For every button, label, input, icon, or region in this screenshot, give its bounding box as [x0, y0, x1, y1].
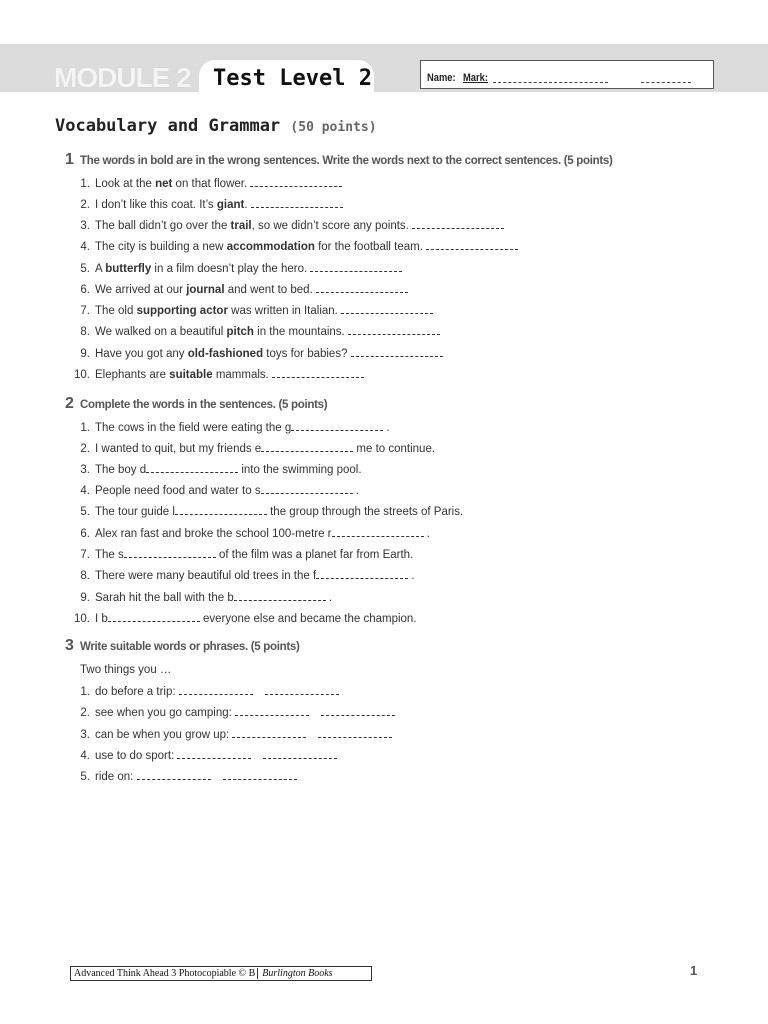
exercise3-item	[70, 706, 395, 719]
answer-blank[interactable]	[265, 685, 339, 695]
answer-blank[interactable]	[263, 749, 337, 759]
answer-blank[interactable]	[175, 505, 267, 515]
exercise1-item	[70, 368, 364, 381]
item-text-pre: Elephants are	[95, 369, 170, 381]
item-text-post: the group through the streets of Paris.	[266, 506, 464, 518]
exercise1-item	[70, 262, 402, 275]
answer-blank[interactable]	[310, 262, 402, 272]
exercise1-item	[70, 347, 443, 360]
item-number: 1.	[80, 178, 90, 190]
answer-blank[interactable]	[316, 283, 408, 293]
section-title	[55, 116, 377, 136]
bold-word: butterfly	[105, 263, 152, 275]
exercise1-item	[70, 219, 504, 232]
item-text-pre: do before a trip:	[95, 686, 176, 698]
exercise3-item	[70, 749, 337, 762]
item-number: 6.	[80, 528, 90, 540]
exercise1-item	[70, 304, 433, 317]
item-text-post: and went to bed.	[224, 284, 313, 296]
item-text-pre: The old	[95, 305, 137, 317]
answer-blank[interactable]	[261, 484, 353, 494]
bold-word: accommodation	[226, 241, 315, 253]
answer-blank[interactable]	[232, 728, 306, 738]
section-title-text: Vocabulary and Grammar	[55, 116, 281, 136]
exercise2-item	[70, 463, 362, 476]
item-text-pre: We arrived at our	[95, 284, 187, 296]
item-text-pre: I don’t like this coat. It’s	[95, 199, 217, 211]
item-text-post: for the football team.	[314, 241, 423, 253]
item-number: 1.	[80, 686, 90, 698]
name-mark-box	[420, 60, 714, 89]
item-number: 5.	[80, 263, 90, 275]
item-text-post: .	[423, 528, 430, 540]
exercise2-instruction: Complete the words in the sentences. (5 points)	[80, 399, 328, 411]
item-text-pre: The tour guide l	[95, 506, 175, 518]
bold-word: journal	[186, 284, 225, 296]
item-number: 7.	[80, 305, 90, 317]
answer-blank[interactable]	[426, 240, 518, 250]
item-number: 8.	[80, 570, 90, 582]
item-number: 2.	[80, 199, 90, 211]
item-number: 8.	[80, 326, 90, 338]
exercise1-item	[70, 325, 440, 338]
item-text-pre: The boy d	[95, 464, 147, 476]
item-text-post: everyone else and became the champion.	[199, 613, 417, 625]
exercise3-item	[70, 685, 339, 698]
answer-blank[interactable]	[250, 177, 342, 187]
exercise3-item	[70, 728, 392, 741]
item-text-post: of the film was a planet far from Earth.	[215, 549, 414, 561]
exercise2-item	[70, 505, 463, 518]
item-text-post: me to continue.	[353, 443, 436, 455]
exercise3-intro: Two things you …	[80, 664, 172, 676]
item-text-pre: People need food and water to s	[95, 485, 261, 497]
item-number: 5.	[80, 506, 90, 518]
bold-word: giant	[216, 199, 245, 211]
item-number: 10.	[74, 369, 90, 381]
item-number: 6.	[80, 284, 90, 296]
answer-blank[interactable]	[137, 770, 211, 780]
item-number: 2.	[80, 443, 90, 455]
item-number: 4.	[80, 241, 90, 253]
item-text-pre: A	[95, 263, 106, 275]
footer-text: Advanced Think Ahead 3 Photocopiable © B	[74, 968, 256, 979]
item-text-post: .	[352, 485, 359, 497]
mark-label: Mark:	[463, 72, 488, 84]
exercise2-item	[70, 548, 413, 561]
answer-blank[interactable]	[124, 548, 216, 558]
item-text-pre: Have you got any	[95, 348, 188, 360]
answer-blank[interactable]	[341, 304, 433, 314]
item-number: 4.	[80, 485, 90, 497]
bold-word: supporting actor	[136, 305, 228, 317]
item-number: 2.	[80, 707, 90, 719]
item-text-post: .	[325, 592, 333, 604]
answer-blank[interactable]	[261, 442, 353, 452]
item-text-post: was written in Italian.	[227, 305, 338, 317]
item-number: 7.	[80, 549, 90, 561]
exercise2-item	[70, 527, 430, 540]
item-text-post: .	[244, 199, 248, 211]
exercise1-item	[70, 240, 518, 253]
item-text-post: , so we didn’t score any points.	[251, 220, 409, 232]
item-number: 5.	[80, 771, 90, 783]
item-number: 3.	[80, 464, 90, 476]
item-text-pre: Alex ran fast and broke the school 100-metre r	[95, 528, 332, 540]
bold-word: pitch	[226, 326, 254, 338]
item-text-pre: The ball didn’t go over the	[95, 220, 231, 232]
answer-blank[interactable]	[235, 706, 309, 716]
exercise1-item	[70, 283, 408, 296]
item-text-pre: I wanted to quit, but my friends e	[95, 443, 262, 455]
item-text-pre: We walked on a beautiful	[95, 326, 227, 338]
item-text-post: mammals.	[212, 369, 269, 381]
answer-blank[interactable]	[351, 347, 443, 357]
answer-blank[interactable]	[272, 368, 364, 378]
answer-blank[interactable]	[223, 770, 297, 780]
item-text-pre: Look at the	[95, 178, 156, 190]
item-text-post: .	[383, 422, 390, 434]
item-text-pre: can be when you grow up:	[95, 729, 230, 741]
exercise3-number: 3	[65, 637, 74, 654]
answer-blank[interactable]	[412, 219, 504, 229]
answer-blank[interactable]	[179, 685, 253, 695]
exercise2-number: 2	[65, 395, 74, 412]
exercise1-number: 1	[65, 151, 74, 168]
item-number: 3.	[80, 220, 90, 232]
item-text-post: in the mountains.	[253, 326, 345, 338]
exercise2-item	[70, 421, 390, 434]
exercise3-item	[70, 770, 297, 783]
bold-word: trail	[230, 220, 252, 232]
item-text-post: .	[408, 570, 415, 582]
item-number: 3.	[80, 729, 90, 741]
item-text-pre: The cows in the field were eating the g	[95, 422, 292, 434]
bold-word: net	[155, 178, 173, 190]
footer-brand: Burlington Books	[257, 968, 332, 979]
section-points: (50 points)	[290, 120, 377, 135]
item-number: 9.	[80, 592, 90, 604]
bold-word: old-fashioned	[187, 348, 264, 360]
exercise3-instruction: Write suitable words or phrases. (5 points)	[80, 641, 300, 653]
page-number: 1	[690, 963, 698, 978]
module-label: MODULE 2	[54, 62, 191, 93]
exercise2-item	[70, 484, 359, 497]
answer-blank[interactable]	[251, 198, 343, 208]
item-text-post: in a film doesn’t play the hero.	[151, 263, 308, 275]
answer-blank[interactable]	[108, 612, 200, 622]
item-text-pre: The s	[95, 549, 124, 561]
exercise2-item	[70, 569, 415, 582]
answer-blank[interactable]	[321, 706, 395, 716]
exercise1-item	[70, 198, 343, 211]
exercise1-item	[70, 177, 342, 190]
item-text-pre: use to do sport:	[95, 750, 175, 762]
item-text-pre: see when you go camping:	[95, 707, 232, 719]
item-text-pre: I b	[95, 613, 108, 625]
test-level-title: Test Level 2	[213, 66, 372, 91]
answer-blank[interactable]	[177, 749, 251, 759]
answer-blank[interactable]	[291, 421, 383, 431]
item-number: 9.	[80, 348, 90, 360]
exercise2-item	[70, 591, 332, 604]
item-text-pre: There were many beautiful old trees in the f	[95, 570, 317, 582]
item-text-post: into the swimming pool.	[238, 464, 362, 476]
exercise2-item	[70, 442, 435, 455]
name-label: Name:	[427, 72, 456, 84]
answer-blank[interactable]	[318, 728, 392, 738]
item-text-pre: ride on:	[95, 771, 134, 783]
answer-blank[interactable]	[348, 325, 440, 335]
item-number: 4.	[80, 750, 90, 762]
item-text-pre: The city is building a new	[95, 241, 227, 253]
item-number: 10.	[74, 613, 90, 625]
answer-blank[interactable]	[332, 527, 424, 537]
answer-blank[interactable]	[234, 591, 326, 601]
exercise1-instruction: The words in bold are in the wrong sentences. Write the words next to the correct sentences. (5 points)	[80, 155, 613, 167]
footer-copyright	[70, 966, 372, 981]
answer-blank[interactable]	[316, 569, 408, 579]
name-write-line	[493, 82, 608, 83]
item-text-post: toys for babies?	[263, 348, 348, 360]
exercise2-item	[70, 612, 417, 625]
mark-write-line	[641, 82, 691, 83]
answer-blank[interactable]	[146, 463, 238, 473]
bold-word: suitable	[169, 369, 213, 381]
item-number: 1.	[80, 422, 90, 434]
item-text-post: on that flower.	[172, 178, 248, 190]
item-text-pre: Sarah hit the ball with the b	[95, 592, 234, 604]
